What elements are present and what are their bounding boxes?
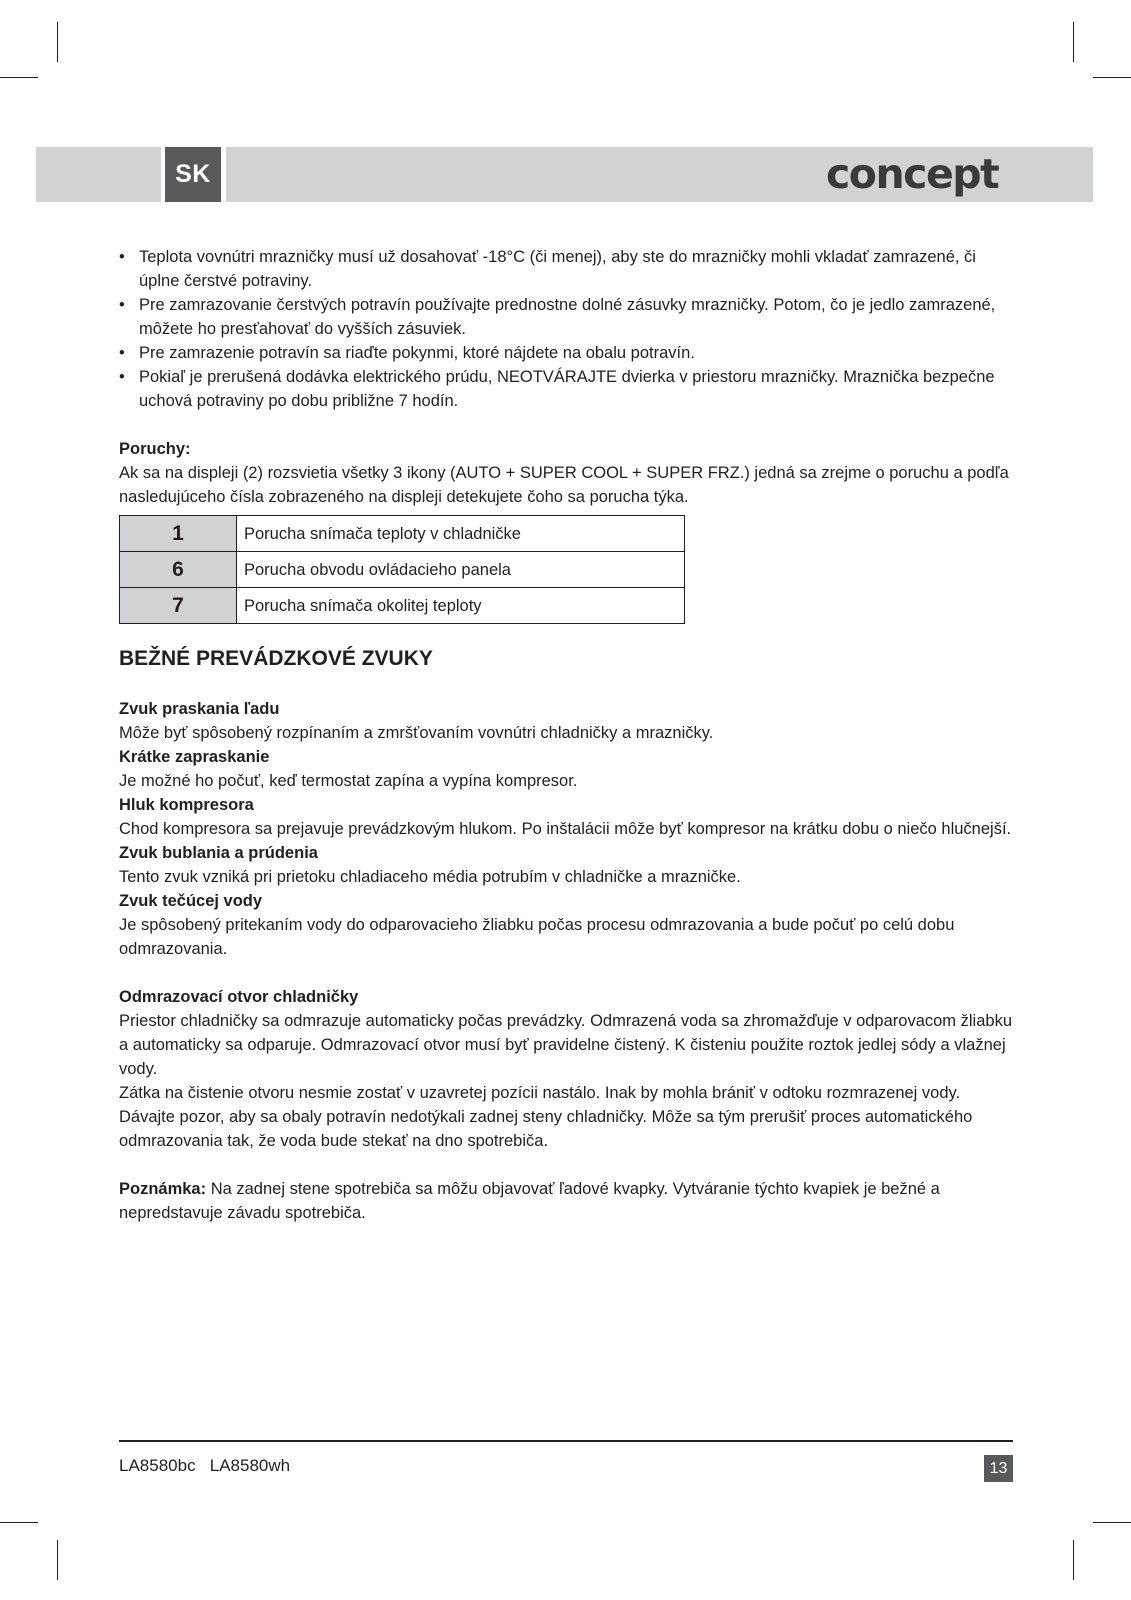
fault-description: Porucha snímača okolitej teploty — [237, 588, 685, 624]
footer-divider — [119, 1440, 1013, 1442]
fault-code: 6 — [120, 552, 237, 588]
faults-text: Ak sa na displeji (2) rozsvietia všetky 3 ikony (AUTO + SUPER COOL + SUPER FRZ.) jedná sa zrejme o poruchu a podľa nasledujúceho čísla zobrazeného na displeji detekujete čoho sa porucha týka. — [119, 464, 1009, 506]
crop-mark — [1073, 22, 1074, 62]
note-label: Poznámka: — [119, 1180, 207, 1198]
header-divider — [221, 147, 226, 202]
sound-text: Chod kompresora sa prejavuje prevádzkovým hlukom. Po inštalácii môže byť kompresor na krátku dobu o niečo hlučnejší. — [119, 820, 1012, 838]
fault-description: Porucha snímača teploty v chladničke — [237, 516, 685, 552]
sound-text: Je možné ho počuť, keď termostat zapína a vypína kompresor. — [119, 772, 578, 790]
section-title: BEŽNÉ PREVÁDZKOVÉ ZVUKY — [119, 647, 433, 670]
defrost-heading: Odmrazovací otvor chladničky — [119, 988, 359, 1006]
crop-mark — [0, 77, 38, 78]
list-item: • Pre zamrazovanie čerstvých potravín používajte prednostne dolné zásuvky mrazničky. Potom, čo je jedlo zamrazené, môžete ho presťahovať do vyšších zásuviek. — [119, 293, 1014, 341]
sound-text: Môže byť spôsobený rozpínaním a zmršťovaním vovnútri chladničky a mrazničky. — [119, 724, 714, 742]
table-row — [120, 552, 685, 588]
page-content — [119, 245, 1014, 1225]
note-paragraph — [119, 1177, 1014, 1225]
brand-logo: concept — [826, 150, 999, 198]
note-text: Na zadnej stene spotrebiča sa môžu objavovať ľadové kvapky. Vytváranie týchto kvapiek je bežné a nepredstavuje závadu spotrebiča. — [119, 1180, 940, 1222]
sound-heading: Zvuk praskania ľadu — [119, 700, 280, 718]
language-tab: SK — [165, 147, 221, 202]
page-number: 13 — [984, 1455, 1013, 1482]
list-item: • Pokiaľ je prerušená dodávka elektrického prúdu, NEOTVÁRAJTE dvierka v priestoru mrazničky. Mraznička bezpečne uchová potraviny po dobu približne 7 hodín. — [119, 365, 1014, 413]
sound-text: Tento zvuk vzniká pri prietoku chladiaceho média potrubím v chladničke a mrazničke. — [119, 868, 741, 886]
sound-text: Je spôsobený pritekaním vody do odparovacieho žliabku počas procesu odmrazovania a bude počuť po celú dobu odmrazovania. — [119, 916, 955, 958]
crop-mark — [1093, 1522, 1131, 1523]
crop-mark — [57, 22, 58, 62]
defrost-paragraph: Zátka na čistenie otvoru nesmie zostať v uzavretej pozícii nastálo. Inak by mohla brániť v odtoku rozmrazenej vody. Dávajte pozor, aby sa obaly potravín nedotýkali zadnej steny chladničky. Môže sa tým prerušiť proces automatického odmrazovania tak, že voda bude stekať na dno spotrebiča. — [119, 1084, 973, 1150]
fault-description: Porucha obvodu ovládacieho panela — [237, 552, 685, 588]
crop-mark — [1073, 1540, 1074, 1580]
intro-bullet-list — [119, 245, 1014, 413]
footer-models: LA8580bc LA8580wh — [119, 1456, 291, 1475]
list-item: • Pre zamrazenie potravín sa riaďte pokynmi, ktoré nájdete na obalu potravín. — [119, 341, 1014, 365]
crop-mark — [1093, 77, 1131, 78]
sound-heading: Zvuk bublania a prúdenia — [119, 844, 318, 862]
list-item: • Teplota vovnútri mrazničky musí už dosahovať -18°C (či menej), aby ste do mrazničky mohli vkladať zamrazené, či úplne čerstvé potraviny. — [119, 245, 1014, 293]
sound-heading: Krátke zapraskanie — [119, 748, 270, 766]
fault-code: 7 — [120, 588, 237, 624]
defrost-paragraph: Priestor chladničky sa odmrazuje automaticky počas prevádzky. Odmrazená voda sa zhromažďuje v odparovacom žliabku a automaticky sa odparuje. Odmrazovací otvor musí byť pravidelne čistený. K čisteniu použite roztok jedlej sódy a vlažnej vody. — [119, 1012, 1012, 1078]
crop-mark — [57, 1540, 58, 1580]
fault-code: 1 — [120, 516, 237, 552]
table-row — [120, 516, 685, 552]
faults-heading: Poruchy: — [119, 440, 191, 458]
table-row — [120, 588, 685, 624]
fault-codes-table — [119, 515, 685, 624]
sound-heading: Hluk kompresora — [119, 796, 254, 814]
crop-mark — [0, 1522, 38, 1523]
sound-heading: Zvuk tečúcej vody — [119, 892, 263, 910]
